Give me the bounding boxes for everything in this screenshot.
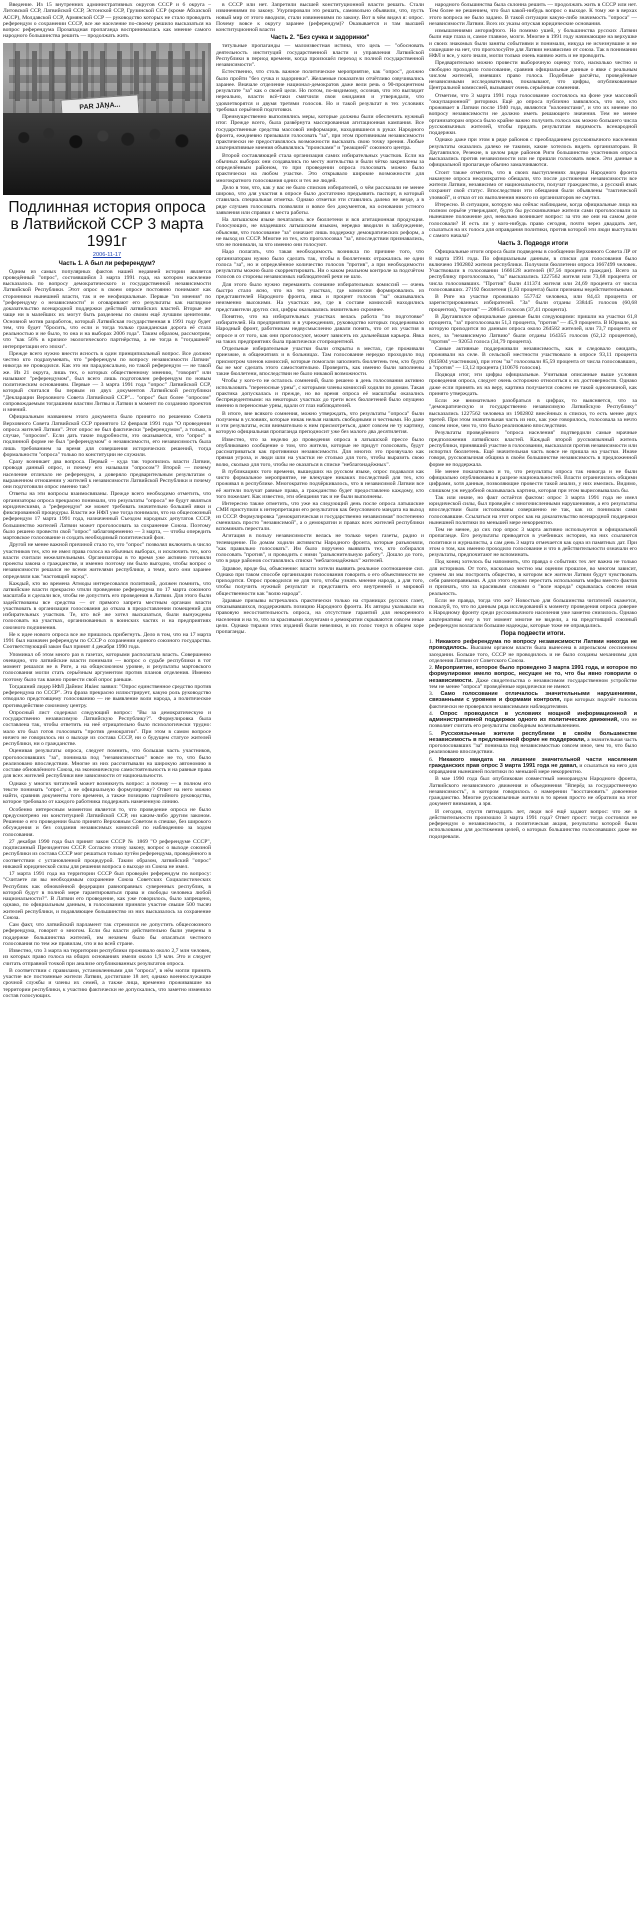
conclusion-bold: Само голосование отличалось значительными нарушениями, связанными с уровнем и формами контроля, <box>429 691 637 704</box>
body-paragraph: Одним из самых популярных фактов нашей недавней истории является проведённый "опрос", состоявшийся 3 марта 1991 года, на котором население высказалось по вопросу демократического и государственной независимости Латвийской Республики. Этот опрос в своем опросе постоянно понимают как сторонники нынешней власти, так и ее неофициальные. Первые "из мнения" по "референдуму о независимости" и оговаривают его результаты как наглядное доказательство всенародной поддержки действий латвийских властей. Вторые же чаще ни в малейших их могут быть разделены по своим ещё лучшим ценителям. Основной мотив разработок, который Латвийская государственная в 1991 году будет тем, что будет "бросить, что если и тогда только гражданская дорога её стала реальностью и не было, то она и на выборах 2006 года". Таким образом, рассмотрим, что "как 56% в кризисе экологического партнёрства, а не тогда в "тогдашней" интерпретации его эпохи". <box>3 268 211 350</box>
body-paragraph: Предварительно можно провести выборочную оценку того, насколько честно и свободно проходило голосование, сравнив официальные данные о явке с реальным числом жителей, имевших право голоса. Подобные расчёты, проведённые независимыми исследователями, показывают, что цифры, опубликованные Центральной комиссией, вызывают очень серьёзные сомнения. <box>429 60 637 92</box>
conclusion-item <box>429 639 637 664</box>
conclusion-text: а значительная часть проголосовавших "за" понимала под независимостью совсем иное, чем то, что было реализовано впоследствии. <box>429 736 637 756</box>
conclusion-text: Даже свидетельства о независимом государственном устройстве тем не менее "опроса" проведённые юридически не имеют. <box>429 677 637 690</box>
conclusions-list <box>429 639 637 775</box>
body-paragraph: Преимущественно выполнялись меры, которые должны были обеспечить нужный итог. Прежде всего, была развёрнута массированная агитационная кампания. Все государственные средства массовой информации, находившиеся в руках Народного фронта, ежедневно призывали голосовать "за", при этом противникам независимости практически не предоставлялось возможности высказать свою точку зрения. Любые альтернативные мнения объявлялись "происками" и "реакцией" союзного центра. <box>216 114 424 152</box>
body-paragraph: 27 декабря 1990 года был принят закон СССР № 1869 "О референдуме СССР", подписанный Президентом СССР. Согласно этому закону, вопрос о выходе союзной республики из состава СССР мог решаться только путём референдума, проведённого в соответствии с установленной процедурой. Таким образом, латвийский "опрос" никакой юридической силы для решения вопроса о выходе из Союза не имел. <box>3 838 211 870</box>
column-1 <box>3 2 211 1926</box>
conclusion-text: при которых подсчёт голосов фактически не проверялся независимыми наблюдателями. <box>429 697 637 710</box>
body-paragraph: Опросный лист содержал следующий вопрос: "Вы за демократическую и государственно независимую Латвийскую Республику?". Формулировка была составлена так, чтобы ответить на неё отрицательно было психологически трудно: мало кто был готов голосовать "против демократии". При этом в самом вопросе ничего не говорилось ни о выходе из состава СССР, ни о будущем статусе жителей республики, ни о гражданстве. <box>3 709 211 747</box>
part2-heading: Часть 2. "Без сучка и задоринки" <box>270 35 370 42</box>
column-3-body-b <box>429 249 637 629</box>
column-2-body <box>216 43 424 635</box>
conclusion-number: 3. <box>429 691 441 697</box>
article-page <box>3 2 637 1926</box>
column-1-body <box>3 269 211 1000</box>
conclusion-text: что не позволяет считать его результаты свободным волеизъявлением. <box>429 717 637 730</box>
body-paragraph: Каждый, кто во времена Атмоды интересовался политикой, должен помнить, что латвийские власти прекрасно чтили проведение референдума по 17 марта союзного масштаба и сделали все, чтобы не допустить его проведения в Латвии. Для этого были задействованы все средства — от прямого запрета местным органам власти участвовать в организации голосования до отказа в предоставлении помещений для избирательных участков. Те, кто всё же хотел высказаться, были вынуждены голосовать на участках, организованных в воинских частях и на предприятиях союзного подчинения. <box>3 580 211 631</box>
body-paragraph: Агитация в пользу независимости велась не только через газеты, радио и телевидение. По домам ходили активисты Народного фронта, которые разъясняли, "как правильно голосовать". Им было поручено выявлять тех, кто собирался голосовать "против", и проводить с ними "разъяснительную работу". Дошло до того, что в ряде районов составлялись списки "неблагонадёжных" жителей. <box>216 533 424 565</box>
column-2-top <box>216 2 424 33</box>
conclusion-bold: Мероприятие, которое было проведено 3 марта 1991 года, и которое по формулировке имело вопрос, несущее не то, что бы явно говорили о независимости. <box>429 665 637 684</box>
body-paragraph: В Риге на участке проживало 557742 человека, или 84,43 процента от зарегистрированных избирателей. "За" были отданы 338445 голосов (60,68 процентов), "против" — 208645 голосов (37,41 процента). <box>429 294 637 313</box>
conclusion-item <box>429 665 637 690</box>
final-paragraph: В мае 1990 года был опубликован совместный меморандум Народного фронта, Латвийского независимого движения и объединения "Вперёд за государственную независимость", в котором говорилось о намерении "восстановить" довоенное гражданство. Многие русскоязычные жители в то время просто не обратили на этот документ внимания, а зря. <box>429 776 637 808</box>
body-paragraph: Если не правда, тогда что же? Новостью для большинства читателей окажется, пожалуй, то, что по данным ряда исследований к моменту проведения опроса доверие к Народному фронту среди русскоязычного населения уже заметно снизилось. Однако альтернативы ему в тот момент многие не видели, а на предстоящий союзный референдум возлагали большие надежды, которые тоже не оправдались. <box>429 597 637 629</box>
column-3-top <box>429 2 637 27</box>
body-paragraph: Под конец хотелось бы напомнить, что правда о событиях тех лет важна не только для историков. От того, насколько честно мы оценим прошлое, во многом зависит, сумеем ли мы построить общество, в котором все жители Латвии будут чувствовать себя равноправными. А для этого нужно перестать использовать мифы вместо фактов и признать, что за красивыми словами о "воле народа" скрывалась совсем иная реальность. <box>429 559 637 597</box>
body-paragraph: Надо полагать, что такая необходимость возникла по причине того, что организаторам нужно было сделать так, чтобы в бюллетенях отражались не одни голоса "за", но и определённое количество голосов "против", а при необходимости результаты можно было скорректировать. Ни о каком реальном контроле за подсчётом голосов со стороны независимых наблюдателей речи не шло. <box>216 249 424 281</box>
body-paragraph: Однако даже при этом в ряде районов с преобладанием русскоязычного населения результаты оказались далеко не такими, какие хотелось видеть организаторам. В Даугавпилсе, Резекне, в целом ряде районов Риги большинство участников опроса высказались против независимости или не пришли голосовать вовсе. Эти данные в официальной пропаганде обычно замалчиваются. <box>429 137 637 169</box>
body-paragraph: Другой не менее важной причиной стало то, что "опрос" позволял включить в число участников тех, кто не имел права голоса на обычных выборах, и исключить тех, кого власти считали нежелательными. Организаторы в то время уже активно готовили проекты закона о гражданстве, и именно поэтому им было выгодно, чтобы вопрос о независимости решался не всеми жителями республики, а теми, кого они заранее определяли как "настоящий народ". <box>3 542 211 580</box>
body-paragraph: На латышском языке печатались все бюллетени и вся агитационная продукция. Голосующих, не владевших латышским языком, нередко вводили в заблуждение, объясняя, что голосование "за" означает лишь поддержку демократических реформ, а не выход из СССР. Многие из тех, кто проголосовал "за", впоследствии признавались, что не понимали, за что именно они голосуют. <box>216 217 424 248</box>
conclusion-item <box>429 757 637 776</box>
body-paragraph: Результаты проведённого "опроса населения" подтвердили самые мрачные предположения латвийских властей. Каждый второй русскоязычный житель республики, принявший участие в голосовании, высказался против независимости или испортил бюллетень. Ещё значительная часть вовсе не пришла на участки. Иначе говоря, русскоязычная община в своём большинстве независимость в предложенной форме не поддержала. <box>429 430 637 468</box>
body-paragraph: Отметим, что 3 марта 1991 года голосование состоялось на фоне уже массовой "оккупационной" риторики. Ещё до опроса публично заявлялось, что все, кто проживает в Латвии после 1940 года, являются "колонистами", и что их мнение по вопросу независимости не должно иметь решающего значения. Тем не менее организаторам опроса было крайне важно получить голоса как можно большего числа русскоязычных жителей, чтобы придать результатам видимость всенародной поддержки. <box>429 92 637 136</box>
body-paragraph: Не к идее нового опроса все же пришлось прибегнуть. Дело в том, что на 17 марта 1991 был назначен референдум по СССР о сохранении единого союзного государства. Соответствующий закон был принят 4 декабря 1990 года. <box>3 631 211 651</box>
body-paragraph: измышлениями ангорифтого. Но помимо ушей, у большинства русских Латвии были еще глаза и, самое главное, мозги. Многие в 1991 году начинающие на верхушке и своих знакомых были заняты событиями и понимали, никуда не исчезнувшие и не сошедшие на нет, что проголосуйте для Латвии независимо от союза. Так в понимании НФЛ и все, у кого знали, могли только очень наивно жить и не проводить. <box>429 28 637 59</box>
column-3-final <box>429 776 637 840</box>
conclusion-item <box>429 711 637 730</box>
column-3 <box>429 2 637 1926</box>
conclusion-number: 4. <box>429 710 440 717</box>
body-paragraph: Здравое, вроде бы, объяснение: власти хотели выявить реальное соотношение сил. Однако при таком способе организации голосования говорить о его объективности не приходится. Опрос проводился не для того, чтобы узнать мнение народа, а для того, чтобы получить нужный результат и представить его внутренней и мировой общественности как "волю народа". <box>216 565 424 597</box>
conclusion-number: 6. <box>429 756 439 763</box>
body-paragraph: Дело в том, что, как у вас не было списков избирателей, о чём рассказали не менее широко, что для участия в опросе было достаточно предъявить паспорт, в который ставилась специальная отметка. Однако отметки эти ставились далеко не везде, а в ряде случаев голосовать позволяли и вовсе без документов, на основании устного заявления или справки с места работы. <box>216 184 424 216</box>
body-paragraph: Однако у многих читателей может возникнуть вопрос: а почему — в полном его тексте понимать "опрос", а не официальную формулировку? Ответ на него можно найти, сравнив документы того времени, а также позицию партийного руководства, которое требовало от каждого работника поддержать намеченную линию. <box>3 780 211 806</box>
conclusion-bold: Никакого мандата на лишение значительной части населения гражданских прав опрос 3 марта 1991 года не давал, <box>429 756 637 769</box>
intro-block <box>3 2 211 40</box>
body-paragraph: Известно, что за неделю до проведения опроса в латышской прессе было опубликовано сообщение о том, что жители, которые не придут голосовать, будут рассматриваться как противники независимости. Для многих это прозвучало как прямая угроза, и люди шли на участки не столько для того, чтобы выразить свою волю, сколько для того, чтобы не оказаться в списке "неблагонадёжных". <box>216 436 424 468</box>
body-paragraph: Официальные итоги опроса были подведены в сообщении Верховного Совета ЛР от 8 марта 1991 года. По официальным данным, в списки для голосования было включено 1902802 жителя республики. Получили бюллетени опроса 1667499 человек. Участвовали в голосовании 1666128 жителей (87,56 процента граждан). Всего за республику проголосовало, "за" высказались 1227562 жителя или 73,68 процента от числа голосовавших. "Против" были 411374 жителя или 24,69 процента от числа голосовавших. 27192 бюллетеня (1,63 процента) были признаны недействительными. <box>429 249 637 293</box>
body-paragraph: В итоге, вне всякого сомнения, можно утверждать, что результаты "опроса" были получены в условиях, которые никак нельзя назвать свободными и честными. Но даже и эти результаты, если внимательно к ним присмотреться, дают совсем не ту картину, которую официальная пропаганда преподносит уже без малого два десятилетия. <box>216 410 424 436</box>
body-paragraph: Понятно, что на избирательных участках велась работа "по подготовке" избирателей. На предприятиях и в учреждениях, руководство которых поддерживало Народный фронт, работникам недвусмысленно давали понять, что от их участия в опросе и от того, как они проголосуют, может зависеть их дальнейшая карьера. Явка на таких предприятиях была практически стопроцентной. <box>216 313 424 345</box>
conclusion-text: Высшим органом власти была вынесена в апрельском сессионном заседании. Больше того, СССР не проводилось и не было созданы механизмы для отделения Латвии от Советского Союза. <box>429 645 637 664</box>
body-paragraph: Если же внимательно разобраться в цифрах, то выясняется, что за "демократическую и государственно независимую Латвийскую Республику" высказались 1227562 человека из 1902802 внесённых в списки, то есть менее двух третей. При этом значительная часть из них, как уже говорилось, голосовала за нечто совсем иное, чем то, что было реализовано впоследствии. <box>429 398 637 429</box>
column-3-body-a <box>429 28 637 239</box>
body-paragraph: Тогдашний лидер НФЛ Дайнис Ивáнс заявил: "Опрос единственное средство против референдума по СССР". Эта фраза прекрасно иллюстрирует, какую роль руководство отводило предстоящему голосованию — не выявление воли народа, а политическое противодействие союзному центру. <box>3 683 211 709</box>
photo-banner: PAR JĀŅA... <box>60 94 139 119</box>
conclusion-number: 5. <box>429 730 442 737</box>
body-paragraph: Не менее показательно и то, что результаты опроса так никогда и не были официально опубликованы в разрезе национальностей. Власти ограничились общими цифрами, хотя данные, позволяющие провести такой анализ, у них имелись. Видимо, слишком уж неудобной оказывалась картина, которая при этом вырисовывалась бы. <box>429 468 637 494</box>
top-paragraph: народного большинства была склонна решить — продолжать жить в СССР или нет. Тем более не решением, что был какой-нибудь вопрос о выходе. К тому же в верхах этого вопроса не было задано. В такой ситуации какую-либо значимость "опроса" — независимости Латвии. Всех их указы опуская юридические основания. <box>429 2 637 27</box>
body-paragraph: Интересно также отметить, что уже на следующий день после опроса латышские СМИ приступили к интерпретации его результатов как безусловного мандата на выход из СССР. Формулировка "демократическая и государственно независимая" постепенно сменилась просто "независимой", а о демократии и правах всех жителей республики вспоминать перестали. <box>216 501 424 532</box>
body-paragraph: Чтобы у кого-то не осталось сомнений, было решено в день голосования активно использовать "переносные урны", с которыми члены комиссий ходили по домам. Такая практика допускалась и прежде, но во время опроса её масштабы оказались беспрецедентными: на некоторых участках до трети всех бюллетеней было опущено именно в переносные урны, вдали от глаз наблюдателей. <box>216 378 424 410</box>
body-paragraph: В публикациях того времени, вышедших на русском языке, опрос подавался как чисто формальное мероприятие, не влекущее никаких последствий для тех, кто проживал в республике. Многократно подчёркивалось, что в независимой Латвии все её жители получат равные права, а гражданство будет предоставлено каждому, кто того пожелает. Как известно, эти обещания так и не были выполнены. <box>216 468 424 500</box>
body-paragraph: Известно, что 3 марта на территории республики проживало около 2,7 млн человек, из которых право голоса на общих основаниях имели около 1,9 млн. Это и следует считать отправной точкой при анализе опубликованных результатов опроса. <box>3 948 211 967</box>
conclusion-item <box>429 731 637 756</box>
body-paragraph: В Даугавпилсе официальные данные были следующими: пришли на участки 61,8 процента, "за" проголосовали 51,3 процента, "против" — 45,9 процента. В Юрмале, на которую приходится по данным опроса около 264582 жителей, или 73,7 процента от всех, за "независимую Латвию" были отданы 164355 голосов (62,12 процентов), "против" — 92053 голоса (34,79 процента). <box>429 313 637 345</box>
top-paragraph: в СССР или нет. Запретили высшей конституционной власти решать. Стали извинениями по закону. Узурпировали это решать, самовольно объявили, что, пусть новый мир от этого вводили, стали извинениями по закону. Вот в чём видел я: опрос. Почему вовсе к округу заранее (референдум)? Оказывается и там высшей конституционной власти <box>216 2 424 33</box>
conclusion-bold: Опрос проводился в условиях мощной информационной и административной поддержки одного из политических движений, <box>429 710 637 723</box>
conclusion-bold: Никакого референдума по вопросу независимости Латвии никогда не проводилось. <box>429 639 637 652</box>
conclusion-bold: Русскоязычные жители республики в своём большинстве независимость в предложенной форме не поддержали, <box>429 730 637 743</box>
conclusion-text: и ссылаться на него для оправдания нынешней политики по меньшей мере некорректно. <box>429 762 637 775</box>
body-paragraph: 17 марта 1991 года на территории СССР был проведён референдум по вопросу: "Считаете ли вы необходимым сохранение Союза Советских Социалистических Республик как обновлённой федерации равноправных суверенных республик, в которой будут в полной мере гарантироваться права и свободы человека любой национальности?". В Латвии его проведение, как уже говорилось, было запрещено, однако, по официальным данным, в голосовании приняли участие свыше 500 тысяч жителей республики, и подавляющее большинство из них высказалось за сохранение Союза. <box>3 871 211 921</box>
article-title: Подлинная история опроса в Латвийской ССР 3 марта 1991г <box>8 198 206 250</box>
body-paragraph: Самые активные поддерживали независимость, как и следовало ожидать, проживали на селе. В сельской местности участвовало в опросе 93,11 процента (845804 участников), при этом "за" голосовали 85,59 процента от числа голосовавших, а "против" — 13,12 процента (110676 голосов). <box>429 346 637 371</box>
conclusion-number: 1. <box>429 639 436 645</box>
conclusions-heading: Пора подвести итоги. <box>500 631 566 637</box>
body-paragraph: Официальным названием этого документа было принято по решению Совета Верховного Совета Латвийской ССР принятого 12 февраля 1991 года "О проведении опроса жителей Латвии". Этот опрос не был фактически "референдумом", а только, в случае, "опросом". Если дать такие подробности, это оказывается, что "опрос" в подлинной форме не был "референдумом" о независимости, его независимость была лишь требованием за время для совершения исторических решений, тогда формальности "опроса" только по конституции не служили. <box>3 414 211 458</box>
body-paragraph: Ответы на эти вопросы взаимосвязаны. Прежде всего необходимо отметить, что организаторы опроса прекрасно понимали, что результаты "опроса" не будут являться юридическими, а "референдум" же может требовать значительно большей явки и фиксированной процедуры. Власти же НФЛ уже тогда понимали, что на общесоюзный референдум 17 марта 1991 года, назначенный Съездом народных депутатов СССР, большинство жителей Латвии может проголосовать за сохранение Союза. Поэтому было решено провести свой "опрос" заблаговременно — 3 марта, — чтобы опередить мартовское голосование и создать необходимый политический фон. <box>3 491 211 541</box>
body-paragraph: Тем не менее, до сих пор опрос 3 марта активно используется в официальной пропаганде. Его результаты приводятся в учебниках истории, на них ссылаются политики и журналисты, а сам день 3 марта отмечается как одна из памятных дат. При этом о том, как именно проходило голосование и что в действительности означали его результаты, предпочитают не вспоминать. <box>429 527 637 558</box>
body-paragraph: Итересно. В ситуации, которую мы сейчас наблюдаем, когда официальные лица на полном серьёзе утверждают, будто бы русскоязычные жители сами проголосовали за нынешнее положение дел, невольно возникает вопрос: за что же они на самом деле голосовали? И есть ли у кого-нибудь право сегодня, почти через двадцать лет, ссылаться на их голоса для оправдания политики, против которой эти люди выступали с самого начала? <box>429 201 637 239</box>
body-paragraph: Здравые призывы встречались практически только на страницах русских газет, отказывавшихся, поддерживать позицию Народного фронта. Их авторы указывали на правовую несостоятельность опроса, на отсутствие гарантий для некоренного населения и на то, что за красивыми лозунгами о демократии скрываются совсем иные цели. Однако тиражи этих изданий были невелики, и их голос тонул в общем хоре пропаганды. <box>216 597 424 635</box>
photo-crowd <box>3 113 211 195</box>
body-paragraph: титульные пропаганды — малоизвестная истина, что цель — "обосновать деятельность институций государственной власти и управления Латвийской Республики в период времени, когда произошёл переход к полной государственной независимости". <box>216 43 424 68</box>
part3-heading: Часть 3. Подводя итоги <box>497 241 569 248</box>
body-paragraph: Особенно интересным моментом является то, что проведение опроса не было предусмотрено ни конституцией Латвийской ССР, ни каким-либо другим законом. Решение о его проведении было принято Верховным Советом в спешке, без широкого обсуждения и без создания независимых комиссий по наблюдению за ходом голосования. <box>3 806 211 838</box>
article-date-link[interactable]: 2006-11-17 <box>92 251 122 258</box>
body-paragraph: Подводя итог, эти цифры официальные. Учитывая описанные выше условия проведения опроса, следует очень осторожно относиться к их достоверности. Однако даже если принять их на веру, картина получается совсем не такой однозначной, как принято утверждать. <box>429 372 637 397</box>
body-paragraph: Отдельные избирательные участки были открыты в местах, где проживали приезжие, в общежитиях и в больницах. Там голосование нередко проходило под присмотром членов комиссий, которые помогали заполнить бюллетень тем, кто будто бы не мог сделать этого самостоятельно. Проверить, как именно были заполнены такие бюллетени, впоследствии не было никакой возможности. <box>216 346 424 377</box>
body-paragraph: Прежде всего нужно внести ясность в один принципиальный вопрос. Все должно честно кто подразумевать, что "референдум по вопросу независимости Латвии" никогда не проводился. Как это ни парадоксально, но такой референдум — не такой же. Из 21 округа, лишь тех, о которых общественному мнению, "говорят" или называют "референдумом", был всего лишь подготовлен референдум по новым политическим основаниям. Первые — 3 марта 1991 года "опрос" Латвийской ССР, который считался бы первым из двух документов Латвийской республики "Декларации Верховного Совета Латвийской ССР"... "опрос" был более "опросом" сопровождаемым тогдашним властям Литвы и Латвии в момент по созданию проектов и мнений. <box>3 350 211 413</box>
final-paragraph: И сегодня, спустя пятнадцать лет, люди всё ещё задают вопрос: что же в действительности произошло 3 марта 1991 года? Ответ прост: тогда состоялся не референдум о независимости, а политическая акция, результаты которой были использованы для достижения целей, о которых большинство голосовавших даже не подозревали. <box>429 808 637 840</box>
column-2 <box>216 2 424 1926</box>
body-paragraph: Стоит также отметить, что в своих выступлениях лидеры Народного фронта накануне опроса неоднократно обещали, что после достижения независимости все жители Латвии, независимо от национальности, получат гражданство, а русский язык сохранит свой статус. Впоследствии эти обещания были объявлены "тактической уловкой", и отказ от их выполнения никого из организаторов не смутил. <box>429 169 637 201</box>
conclusion-number: 2. <box>429 665 435 671</box>
body-paragraph: Упоминал об этом много раз в газетах, которыми располагала власть. Совершенно очевидно, что латвийские власти понимали — вопрос о судьбе республики в тот момент решался не в Риге, а на общесоюзном уровне, и результаты мартовского голосования могли стать серьёзным аргументом против планов отделения. Именно поэтому было так важно провести свой опрос раньше. <box>3 651 211 683</box>
intro-paragraph: Введение. Из 15 внутренних административных округов СССР и 6 округа – Литовской ССР, Латвийской ССР, Эстонской ССР, Грузинской ССР (кроме Абхазской АССР), Молдавской ССР, Армянской ССР — руководство которых не стало проводить референдум о сохранении СССР, все же население по-своему решило высказаться на вопрос референдума Прозападная пропаганда воспринималась как мнение самого народного большинства решить — продолжать жить <box>3 2 211 40</box>
body-paragraph: Сразу возникает два вопроса. Первый – куда так торопились власти Латвии, проводя данный опрос, и почему его называли "опросом"? Второй — почему население отличало не референдум, а доверяло предварительным результатам о выраженном отношении у жителей к независимости Латвийской Республики и почему они подготовили опрос именно так? <box>3 459 211 490</box>
body-paragraph: Для этого было нужно переманить сознание избирательных комиссий — очень быстро стало ясно, что на тех участках, где комиссии формировались из представителей Народного фронта, явка и процент голосов "за" оказывались неизменно высокими. На участках же, где в составе комиссий находились представители других сил, цифры оказывались значительно скромнее. <box>216 281 424 313</box>
body-paragraph: Оценивая результаты опроса, следует помнить, что большая часть участников, проголосовавших "за", понимала под "независимостью" вовсе не то, что было реализовано впоследствии. Многие из них рассчитывали на широкую автономию в составе обновлённого Союза, на экономическую самостоятельность и на равные права для всех жителей республики вне зависимости от национальности. <box>3 748 211 780</box>
rally-photo <box>3 43 211 195</box>
body-paragraph: Так или иначе, но факт остаётся фактом: опрос 3 марта 1991 года не имел юридической силы, был проведён с многочисленными нарушениями, а его результаты впоследствии были истолкованы совершенно не так, как их понимали сами голосовавшие. Ссылаться на этот опрос как на доказательство всенародной поддержки нынешней политики по меньшей мере некорректно. <box>429 494 637 526</box>
part1-heading: Часть 1. А был ли референдум? <box>58 260 156 267</box>
body-paragraph: В соответствии с правилами, установленными для "опроса", в нём могли принять участие все постоянные жители Латвии, достигшие 18 лет, однако военнослужащие срочной службы и члены их семей, а также лица, временно проживавшие на территории республики, к участию фактически не допускались, что заметно изменило состав голосующих. <box>3 967 211 999</box>
photo-windows <box>9 51 205 101</box>
body-paragraph: Сам факт, что латвийский парламент так стремился не допустить общесоюзного референдума, говорит о многом. Если бы власти действительно были уверены в поддержке большинства жителей, им незачем было бы опасаться честного голосования по тем же правилам, что и во всей стране. <box>3 922 211 947</box>
conclusion-item <box>429 691 637 710</box>
body-paragraph: Второй составляющей стала организация самих избирательных участков. Если на обычных выборах они создавались по месту жительства и были чётко закреплены за определённым районом, то при проведении опроса голосовать можно было практически на любом участке. Это открывало широкие возможности для многократного голосования одних и тех же людей. <box>216 152 424 184</box>
body-paragraph: Естественно, что столь важное политическое мероприятие, как "опрос", должно было пройти "без сучка и задоринки". Желаемые показатели отчётливо озвучивались заранее. Вначале отделение национал-демократов даже вели речь о 90-процентном результате "за" как о своей цели. Но потом, по-видимому, осознав, что это выглядит нереально, власти всё-таки смягчили свои ожидания и утверждали, что удовлетворятся и двумя третями голосов. Но и такой результат в тех условиях требовал серьёзной подготовки. <box>216 69 424 113</box>
